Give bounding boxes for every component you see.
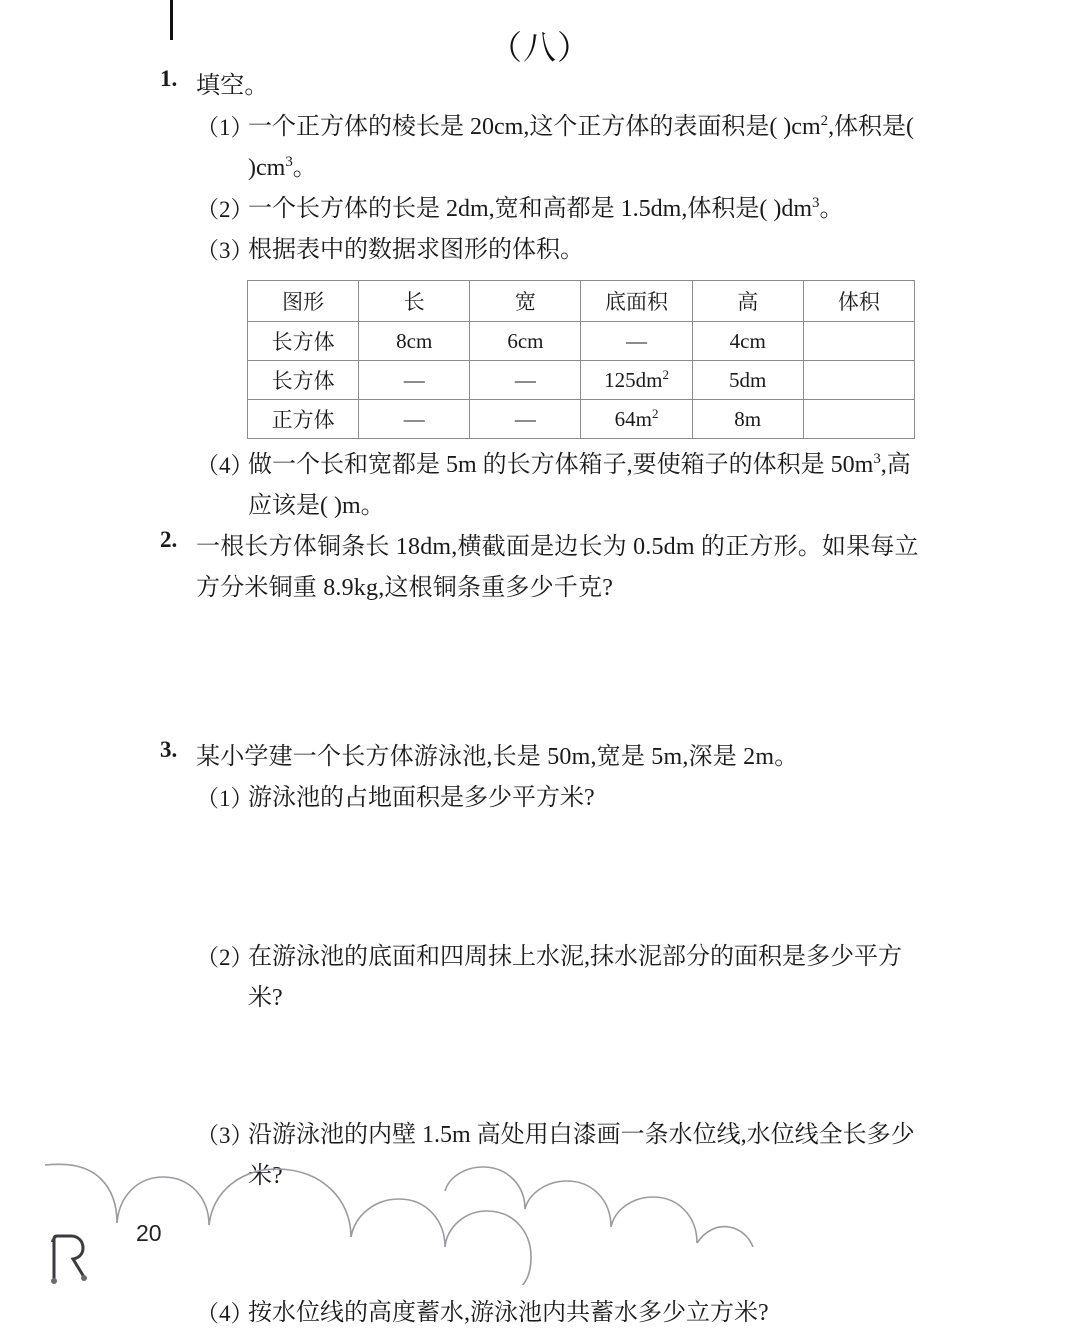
question-3-sub-1 xyxy=(196,778,932,819)
page-footer xyxy=(0,1130,1080,1295)
cell-base-area-value: 125dm xyxy=(604,367,663,392)
question-1-sub-2 xyxy=(196,189,932,230)
question-1-stem: 填空。 xyxy=(196,73,269,99)
cell-shape: 长方体 xyxy=(248,361,359,400)
cell-length: — xyxy=(359,361,470,400)
table-row xyxy=(248,400,915,439)
cell-base-area-sup: 2 xyxy=(651,405,659,421)
cell-base-area xyxy=(581,400,692,439)
cell-base-area-value: — xyxy=(626,328,648,353)
table-header-height: 高 xyxy=(692,281,803,322)
answer-space-q3-1 xyxy=(0,819,1080,937)
q1s4-sup1: 3 xyxy=(873,451,881,467)
q1s1-part1: 一个正方体的棱长是 20cm,这个正方体的表面积是( )cm xyxy=(248,114,821,140)
question-1-sub-4-text xyxy=(248,445,932,527)
question-2-stem: 一根长方体铜条长 18dm,横截面是边长为 0.5dm 的正方形。如果每立方分米铜重 8.9kg,这根铜条重多少千克? xyxy=(196,534,919,601)
question-1-sub-1-text xyxy=(248,107,932,189)
question-1 xyxy=(0,66,1080,107)
question-1-sub-2-text xyxy=(248,189,932,230)
question-3-sub-3-text: 沿游泳池的内壁 1.5m 高处用白漆画一条水位线,水位线全长多少米? xyxy=(248,1122,915,1189)
table-header-shape: 图形 xyxy=(248,281,359,322)
cell-volume-blank[interactable] xyxy=(803,400,914,439)
publisher-logo-icon xyxy=(45,1233,91,1285)
table-row xyxy=(248,361,915,400)
cell-base-area-value: 64m xyxy=(614,406,652,431)
answer-space-q3-2 xyxy=(0,1019,1080,1115)
question-2-number: 2. xyxy=(160,527,178,552)
question-3 xyxy=(0,737,1080,778)
cell-height: 8m xyxy=(692,400,803,439)
question-3-sub-2-text: 在游泳池的底面和四周抹上水泥,抹水泥部分的面积是多少平方米? xyxy=(248,944,902,1011)
table-header-width: 宽 xyxy=(470,281,581,322)
table-header-row xyxy=(248,281,915,322)
question-1-sub-3-label: （3） xyxy=(196,238,254,263)
question-3-sub-3-label: （3） xyxy=(196,1123,254,1148)
question-1-sub-4 xyxy=(196,445,932,527)
q1s2-sup1: 3 xyxy=(812,195,820,211)
table-header-length: 长 xyxy=(359,281,470,322)
question-1-sub-3-text: 根据表中的数据求图形的体积。 xyxy=(248,237,584,263)
answer-space-q2 xyxy=(0,609,1080,737)
q1s2-part2: 。 xyxy=(819,196,844,222)
question-3-sub-4-text: 按水位线的高度蓄水,游泳池内共蓄水多少立方米? xyxy=(248,1300,769,1326)
question-1-sub-4-label: （4） xyxy=(196,453,254,478)
cell-width: 6cm xyxy=(470,322,581,361)
q1s4-part2: ,高应该是( )m。 xyxy=(248,452,911,519)
cell-width: — xyxy=(470,361,581,400)
question-1-sub-1-label: （1） xyxy=(196,115,254,140)
volume-table-wrapper xyxy=(247,280,915,439)
question-3-stem: 某小学建一个长方体游泳池,长是 50m,宽是 5m,深是 2m。 xyxy=(196,744,799,770)
question-3-sub-4 xyxy=(196,1293,932,1334)
cell-length: — xyxy=(359,400,470,439)
question-3-sub-4-label: （4） xyxy=(196,1301,254,1326)
question-3-sub-2-label: （2） xyxy=(196,945,254,970)
cell-base-area-sup: 2 xyxy=(662,366,669,382)
cell-volume-blank[interactable] xyxy=(803,361,914,400)
question-2 xyxy=(0,527,1080,609)
cell-height: 4cm xyxy=(692,322,803,361)
question-1-sub-3 xyxy=(196,230,932,271)
cell-width: — xyxy=(470,400,581,439)
cell-base-area xyxy=(581,361,692,400)
volume-table xyxy=(247,280,915,439)
q1s1-part3: 。 xyxy=(292,155,317,181)
cell-height: 5dm xyxy=(692,361,803,400)
question-3-sub-2 xyxy=(196,937,932,1019)
cell-shape: 长方体 xyxy=(248,322,359,361)
question-3-number: 3. xyxy=(160,737,178,762)
question-3-sub-1-label: （1） xyxy=(196,786,254,811)
cell-volume-blank[interactable] xyxy=(803,322,914,361)
page-number: 20 xyxy=(136,1220,162,1246)
q1s2-part1: 一个长方体的长是 2dm,宽和高都是 1.5dm,体积是( )dm xyxy=(248,196,812,222)
q1s1-part2: ,体积是( )cm xyxy=(248,114,915,181)
question-1-number: 1. xyxy=(160,66,178,91)
table-header-volume: 体积 xyxy=(803,281,914,322)
cell-length: 8cm xyxy=(359,322,470,361)
page-title: （八） xyxy=(489,31,591,67)
q1s1-sup1: 2 xyxy=(820,113,829,129)
q1s4-part1: 做一个长和宽都是 5m 的长方体箱子,要使箱子的体积是 50m xyxy=(248,452,874,478)
table-row xyxy=(248,322,915,361)
question-1-sub-1 xyxy=(196,107,932,189)
table-header-base-area: 底面积 xyxy=(581,281,692,322)
question-3-sub-1-text: 游泳池的占地面积是多少平方米? xyxy=(248,785,595,811)
question-1-sub-2-label: （2） xyxy=(196,197,254,222)
cloud-decoration xyxy=(45,1135,865,1285)
cell-shape: 正方体 xyxy=(248,400,359,439)
cell-base-area xyxy=(581,322,692,361)
q1s1-sup2: 3 xyxy=(285,154,293,170)
